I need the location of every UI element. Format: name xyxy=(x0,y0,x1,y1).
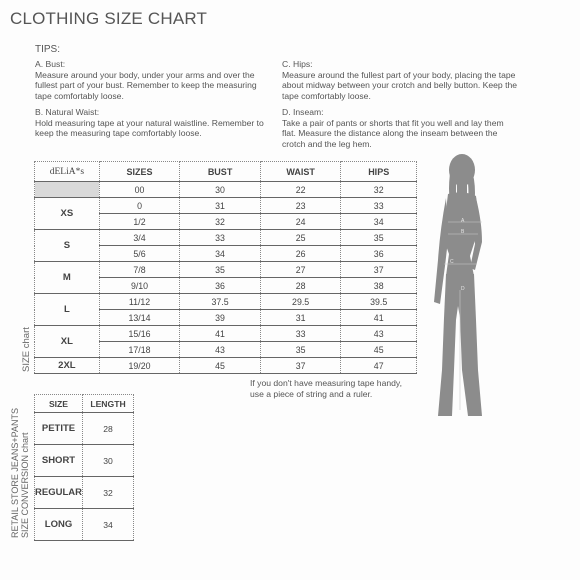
table-cell: 30 xyxy=(82,445,133,477)
table-cell: 5/6 xyxy=(99,246,180,262)
table-cell: 23 xyxy=(260,198,341,214)
measuring-note xyxy=(250,378,402,399)
size-label: M xyxy=(35,262,100,294)
table-cell: 43 xyxy=(341,326,417,342)
table-cell: 35 xyxy=(260,342,341,358)
size-label: XL xyxy=(35,326,100,358)
table-cell: 32 xyxy=(82,477,133,509)
table-cell: 33 xyxy=(341,198,417,214)
table-cell: 37.5 xyxy=(180,294,261,310)
size-chart-table xyxy=(34,161,417,374)
tip-bust xyxy=(35,59,271,101)
table-cell: 3/4 xyxy=(99,230,180,246)
table-cell: 31 xyxy=(260,310,341,326)
table-cell: LONG xyxy=(35,509,83,541)
tip-heading: A. Bust: xyxy=(35,59,66,69)
table-cell: 47 xyxy=(341,358,417,374)
table-cell: 35 xyxy=(180,262,261,278)
tip-hips xyxy=(282,59,518,101)
marker-a-label: A xyxy=(461,218,465,224)
table-cell: 39 xyxy=(180,310,261,326)
table-row xyxy=(35,198,417,214)
table-cell: PETITE xyxy=(35,413,83,445)
table-cell: 34 xyxy=(180,246,261,262)
note-line: If you don't have measuring tape handy, xyxy=(250,378,402,388)
size-label: S xyxy=(35,230,100,262)
page-title: CLOTHING SIZE CHART xyxy=(10,9,208,28)
size-label: XS xyxy=(35,198,100,230)
table-cell: 7/8 xyxy=(99,262,180,278)
marker-c-label: C xyxy=(450,259,454,265)
tips-heading: TIPS: xyxy=(35,44,61,55)
table-row xyxy=(35,477,134,509)
column-header: LENGTH xyxy=(82,395,133,413)
table-cell: 1/2 xyxy=(99,214,180,230)
table-cell: 43 xyxy=(180,342,261,358)
column-header: WAIST xyxy=(260,162,341,182)
table-cell: 0 xyxy=(99,198,180,214)
table-cell: 37 xyxy=(260,358,341,374)
side-label-line: SIZE CONVERSION chart xyxy=(20,432,30,538)
table-cell: 17/18 xyxy=(99,342,180,358)
table-cell: 34 xyxy=(341,214,417,230)
table-cell: 29.5 xyxy=(260,294,341,310)
tip-heading: D. Inseam: xyxy=(282,107,324,117)
note-line: use a piece of string and a ruler. xyxy=(250,388,373,399)
table-cell: 28 xyxy=(82,413,133,445)
table-cell: 35 xyxy=(341,230,417,246)
size-label-blank xyxy=(35,182,100,198)
table-row xyxy=(35,358,417,374)
table-cell: 45 xyxy=(341,342,417,358)
table-cell: SHORT xyxy=(35,445,83,477)
tip-heading: B. Natural Waist: xyxy=(35,107,100,117)
table-cell: 19/20 xyxy=(99,358,180,374)
silhouette-body xyxy=(434,154,482,416)
size-conversion-table xyxy=(34,394,134,541)
table-cell: 25 xyxy=(260,230,341,246)
table-cell: 13/14 xyxy=(99,310,180,326)
tip-body: Measure around the fullest part of your body, placing the tape about midway between your crotch and belly button. Keep the tape comfortably loose. xyxy=(282,69,518,101)
table-row xyxy=(35,509,134,541)
size-chart-side-label: SIZE chart xyxy=(21,327,32,372)
table-cell: 24 xyxy=(260,214,341,230)
column-header: SIZE xyxy=(35,395,83,413)
table-row xyxy=(35,413,134,445)
table-cell: REGULAR xyxy=(35,477,83,509)
table-cell: 15/16 xyxy=(99,326,180,342)
table-cell: 11/12 xyxy=(99,294,180,310)
table-cell: 00 xyxy=(99,182,180,198)
table-cell: 45 xyxy=(180,358,261,374)
table-cell: 33 xyxy=(180,230,261,246)
marker-d-label: D xyxy=(461,286,465,292)
table-cell: 32 xyxy=(180,214,261,230)
female-silhouette-figure xyxy=(430,150,540,425)
table-cell: 36 xyxy=(341,246,417,262)
size-label: L xyxy=(35,294,100,326)
tip-body: Take a pair of pants or shorts that fit you well and lay them flat. Measure the distance along the inseam between the crotch and the leg hem. xyxy=(282,117,504,149)
table-cell: 9/10 xyxy=(99,278,180,294)
table-cell: 37 xyxy=(341,262,417,278)
column-header: BUST xyxy=(180,162,261,182)
tip-body: Measure around your body, under your arms and over the fullest part of your bust. Remember to keep the measuring tape comfortably loose. xyxy=(35,69,257,101)
table-cell: 22 xyxy=(260,182,341,198)
table-cell: 26 xyxy=(260,246,341,262)
conversion-chart-side-label xyxy=(10,408,30,538)
table-cell: 36 xyxy=(180,278,261,294)
table-row xyxy=(35,182,417,198)
column-header: SIZES xyxy=(99,162,180,182)
marker-b-label: B xyxy=(461,229,465,235)
table-cell: 27 xyxy=(260,262,341,278)
table-cell: 39.5 xyxy=(341,294,417,310)
table-row xyxy=(35,294,417,310)
table-cell: 41 xyxy=(341,310,417,326)
tip-body: Hold measuring tape at your natural waistline. Remember to keep the measuring tape comfortably loose. xyxy=(35,117,264,138)
tip-waist xyxy=(35,107,271,139)
table-cell: 41 xyxy=(180,326,261,342)
table-cell: 32 xyxy=(341,182,417,198)
table-cell: 28 xyxy=(260,278,341,294)
table-cell: 38 xyxy=(341,278,417,294)
size-label: 2XL xyxy=(35,358,100,374)
table-cell: 31 xyxy=(180,198,261,214)
table-cell: 33 xyxy=(260,326,341,342)
table-cell: 30 xyxy=(180,182,261,198)
table-row xyxy=(35,262,417,278)
column-header: HIPS xyxy=(341,162,417,182)
table-row xyxy=(35,326,417,342)
side-label-line: RETAIL STORE JEANS+PANTS xyxy=(10,408,20,538)
table-row xyxy=(35,445,134,477)
brand-logo: dELiA*s xyxy=(35,162,100,182)
tip-heading: C. Hips: xyxy=(282,59,313,69)
tip-inseam xyxy=(282,107,518,149)
table-row xyxy=(35,230,417,246)
table-cell: 34 xyxy=(82,509,133,541)
